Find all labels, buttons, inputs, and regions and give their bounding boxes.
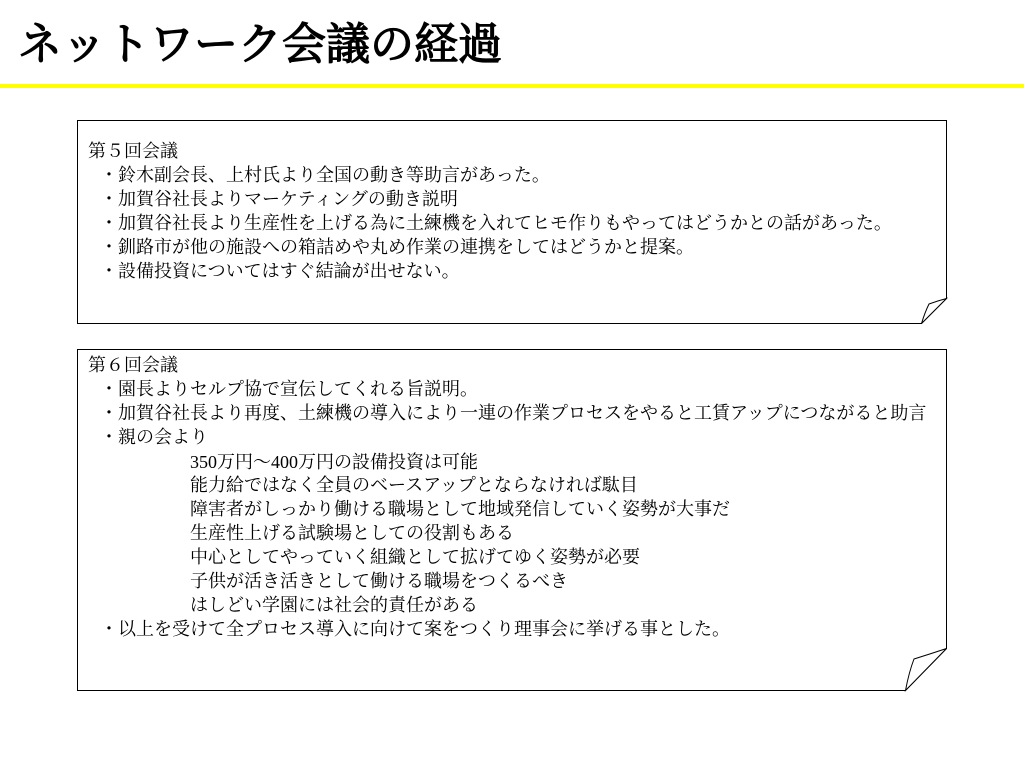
meeting5-item: ・加賀谷社長よりマーケティングの動き説明 bbox=[100, 189, 458, 210]
meeting6-item: ・園長よりセルプ協で宣伝してくれる旨説明。 bbox=[100, 379, 478, 400]
meeting6-item: ・親の会より bbox=[100, 427, 208, 448]
meeting5-item: ・釧路市が他の施設への箱詰めや丸め作業の連携をしてはどうかと提案。 bbox=[100, 237, 694, 258]
meeting5-item: ・設備投資についてはすぐ結論が出せない。 bbox=[100, 261, 460, 282]
meeting5-item: ・鈴木副会長、上村氏より全国の動き等助言があった。 bbox=[100, 165, 550, 186]
parents-point: 350万円～400万円の設備投資は可能 bbox=[190, 452, 478, 472]
meeting6-item: ・加賀谷社長より再度、土練機の導入により一連の作業プロセスをやると工賃アップにつながると助言 bbox=[100, 403, 927, 424]
meeting5-item: ・加賀谷社長より生産性を上げる為に土練機を入れてヒモ作りもやってはどうかとの話があった。 bbox=[100, 213, 892, 234]
parents-point: はしどい学園には社会的責任がある bbox=[190, 595, 478, 616]
meeting5-notes bbox=[88, 140, 892, 284]
slide-title: ネットワーク会議の経過 bbox=[18, 19, 502, 70]
meeting5-heading: 第５回会議 bbox=[88, 141, 178, 162]
parents-point: 子供が活き活きとして働ける職場をつくるべき bbox=[190, 571, 568, 592]
meeting6-notes bbox=[88, 354, 926, 642]
meeting6-conclusion: ・以上を受けて全プロセス導入に向けて案をつくり理事会に挙げる事とした。 bbox=[100, 619, 730, 640]
parents-point: 生産性上げる試験場としての役割もある bbox=[190, 523, 514, 544]
meeting6-heading: 第６回会議 bbox=[88, 355, 178, 376]
parents-point: 能力給ではなく全員のベースアップとならなければ駄目 bbox=[190, 475, 638, 496]
parents-point: 障害者がしっかり働ける職場として地域発信していく姿勢が大事だ bbox=[190, 499, 730, 520]
parents-point: 中心としてやっていく組織として拡げてゆく姿勢が必要 bbox=[190, 547, 640, 568]
